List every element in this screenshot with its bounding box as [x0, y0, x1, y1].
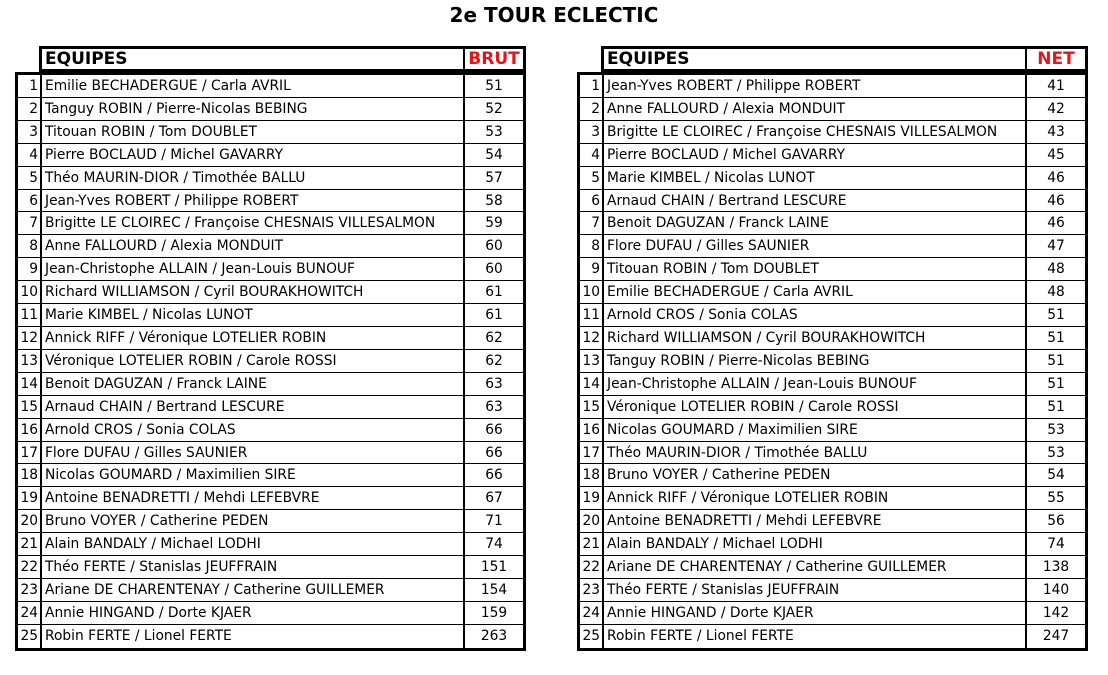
table-row — [580, 556, 1085, 579]
table-row — [18, 442, 523, 465]
team-cell: Arnaud CHAIN / Bertrand LESCURE — [604, 190, 1027, 212]
team-cell: Annick RIFF / Véronique LOTELIER ROBIN — [42, 327, 465, 349]
team-cell: Titouan ROBIN / Tom DOUBLET — [604, 258, 1027, 280]
team-cell: Tanguy ROBIN / Pierre-Nicolas BEBING — [604, 350, 1027, 372]
team-cell: Richard WILLIAMSON / Cyril BOURAKHOWITCH — [604, 327, 1027, 349]
team-cell: Benoit DAGUZAN / Franck LAINE — [604, 212, 1027, 234]
rank-cell: 23 — [580, 579, 604, 601]
table-row — [18, 350, 523, 373]
score-cell: 54 — [1047, 467, 1065, 484]
table-row — [580, 350, 1085, 373]
table-row — [580, 419, 1085, 442]
team-cell: Emilie BECHADERGUE / Carla AVRIL — [604, 281, 1027, 303]
team-cell: Jean-Yves ROBERT / Philippe ROBERT — [604, 75, 1027, 97]
table-row — [18, 533, 523, 556]
team-cell: Titouan ROBIN / Tom DOUBLET — [42, 121, 465, 143]
table-row — [18, 419, 523, 442]
rank-cell: 3 — [580, 121, 604, 143]
score-cell: 51 — [485, 78, 503, 94]
team-cell: Flore DUFAU / Gilles SAUNIER — [42, 442, 465, 464]
rank-cell: 16 — [580, 419, 604, 441]
rank-cell: 25 — [580, 625, 604, 648]
score-cell: 62 — [485, 329, 503, 346]
team-cell: Emilie BECHADERGUE / Carla AVRIL — [42, 75, 465, 97]
table-row — [580, 487, 1085, 510]
table-row — [18, 327, 523, 350]
rank-cell: 5 — [580, 167, 604, 189]
team-cell: Alain BANDALY / Michael LODHI — [42, 533, 465, 555]
team-cell: Robin FERTE / Lionel FERTE — [42, 625, 465, 648]
table-row — [580, 75, 1085, 98]
table-row — [580, 510, 1085, 533]
score-cell: 138 — [1042, 559, 1070, 576]
table-row — [580, 258, 1085, 281]
team-cell: Théo MAURIN-DIOR / Timothée BALLU — [42, 167, 465, 189]
brut-column-header: BRUT — [468, 49, 520, 69]
score-cell: 51 — [1047, 329, 1065, 346]
table-row — [580, 212, 1085, 235]
rank-cell: 11 — [18, 304, 42, 326]
rank-cell: 9 — [580, 258, 604, 280]
team-cell: Arnaud CHAIN / Bertrand LESCURE — [42, 396, 465, 418]
table-row — [18, 75, 523, 98]
score-cell: 63 — [485, 375, 503, 392]
score-cell: 159 — [480, 604, 508, 621]
rank-cell: 12 — [18, 327, 42, 349]
team-cell: Nicolas GOUMARD / Maximilien SIRE — [42, 464, 465, 486]
team-cell: Tanguy ROBIN / Pierre-Nicolas BEBING — [42, 98, 465, 120]
rank-cell: 14 — [580, 373, 604, 395]
score-cell: 67 — [485, 490, 503, 507]
table-row — [18, 190, 523, 213]
table-row — [18, 464, 523, 487]
score-cell: 74 — [1047, 536, 1065, 553]
team-cell: Véronique LOTELIER ROBIN / Carole ROSSI — [604, 396, 1027, 418]
score-cell: 71 — [485, 513, 503, 530]
team-cell: Jean-Yves ROBERT / Philippe ROBERT — [42, 190, 465, 212]
rank-cell: 3 — [18, 121, 42, 143]
team-cell: Antoine BENADRETTI / Mehdi LEFEBVRE — [604, 510, 1027, 532]
score-cell: 58 — [485, 192, 503, 209]
rank-cell: 9 — [18, 258, 42, 280]
rank-cell: 7 — [580, 212, 604, 234]
score-cell: 66 — [485, 467, 503, 484]
score-cell: 142 — [1042, 604, 1070, 621]
table-row — [18, 487, 523, 510]
score-cell: 53 — [1047, 421, 1065, 438]
table-body — [577, 72, 1088, 651]
table-row — [18, 602, 523, 625]
rank-cell: 2 — [18, 98, 42, 120]
team-cell: Alain BANDALY / Michael LODHI — [604, 533, 1027, 555]
score-cell: 51 — [1047, 352, 1065, 369]
table-row — [18, 258, 523, 281]
score-cell: 60 — [485, 261, 503, 278]
rank-cell: 10 — [18, 281, 42, 303]
score-cell: 51 — [1047, 375, 1065, 392]
team-cell: Arnold CROS / Sonia COLAS — [42, 419, 465, 441]
rank-cell: 24 — [580, 602, 604, 624]
team-cell: Annie HINGAND / Dorte KJAER — [604, 602, 1027, 624]
rank-cell: 16 — [18, 419, 42, 441]
table-row — [580, 235, 1085, 258]
score-cell: 151 — [480, 559, 508, 576]
table-row — [580, 327, 1085, 350]
table-row — [18, 579, 523, 602]
score-cell: 63 — [485, 398, 503, 415]
rank-cell: 13 — [18, 350, 42, 372]
score-cell: 59 — [485, 215, 503, 232]
score-cell: 57 — [485, 169, 503, 186]
team-cell: Anne FALLOURD / Alexia MONDUIT — [604, 98, 1027, 120]
score-cell: 62 — [485, 352, 503, 369]
rank-cell: 10 — [580, 281, 604, 303]
team-cell: Nicolas GOUMARD / Maximilien SIRE — [604, 419, 1027, 441]
table-row — [580, 442, 1085, 465]
rank-cell: 12 — [580, 327, 604, 349]
rank-cell: 21 — [580, 533, 604, 555]
table-row — [580, 579, 1085, 602]
team-cell: Véronique LOTELIER ROBIN / Carole ROSSI — [42, 350, 465, 372]
team-cell: Flore DUFAU / Gilles SAUNIER — [604, 235, 1027, 257]
rank-cell: 4 — [18, 144, 42, 166]
table-row — [18, 625, 523, 648]
score-cell: 51 — [1047, 307, 1065, 324]
teams-column-header: EQUIPES — [42, 49, 465, 69]
table-row — [580, 602, 1085, 625]
score-cell: 46 — [1047, 192, 1065, 209]
score-cell: 66 — [485, 444, 503, 461]
rank-cell: 20 — [580, 510, 604, 532]
table-row — [580, 121, 1085, 144]
score-cell: 47 — [1047, 238, 1065, 255]
table-row — [18, 235, 523, 258]
rank-cell: 6 — [580, 190, 604, 212]
team-cell: Annie HINGAND / Dorte KJAER — [42, 602, 465, 624]
score-cell: 43 — [1047, 123, 1065, 140]
score-cell: 45 — [1047, 146, 1065, 163]
table-row — [18, 510, 523, 533]
table-row — [18, 304, 523, 327]
team-cell: Brigitte LE CLOIREC / Françoise CHESNAIS VILLESALMON — [42, 212, 465, 234]
table-row — [18, 144, 523, 167]
team-cell: Marie KIMBEL / Nicolas LUNOT — [604, 167, 1027, 189]
score-cell: 54 — [485, 146, 503, 163]
team-cell: Bruno VOYER / Catherine PEDEN — [42, 510, 465, 532]
table-row — [18, 121, 523, 144]
rank-cell: 1 — [18, 75, 42, 97]
team-cell: Anne FALLOURD / Alexia MONDUIT — [42, 235, 465, 257]
team-cell: Richard WILLIAMSON / Cyril BOURAKHOWITCH — [42, 281, 465, 303]
rank-cell: 1 — [580, 75, 604, 97]
team-cell: Jean-Christophe ALLAIN / Jean-Louis BUNOUF — [42, 258, 465, 280]
score-cell: 61 — [485, 284, 503, 301]
team-cell: Théo FERTE / Stanislas JEUFFRAIN — [42, 556, 465, 578]
team-cell: Benoit DAGUZAN / Franck LAINE — [42, 373, 465, 395]
score-cell: 46 — [1047, 215, 1065, 232]
table-row — [580, 144, 1085, 167]
score-cell: 66 — [485, 421, 503, 438]
rank-cell: 7 — [18, 212, 42, 234]
rank-cell: 5 — [18, 167, 42, 189]
rank-cell: 14 — [18, 373, 42, 395]
rank-cell: 17 — [580, 442, 604, 464]
score-cell: 154 — [480, 581, 508, 598]
score-cell: 51 — [1047, 398, 1065, 415]
rank-cell: 11 — [580, 304, 604, 326]
table-row — [580, 167, 1085, 190]
rank-cell: 6 — [18, 190, 42, 212]
team-cell: Antoine BENADRETTI / Mehdi LEFEBVRE — [42, 487, 465, 509]
score-cell: 41 — [1047, 78, 1065, 94]
team-cell: Ariane DE CHARENTENAY / Catherine GUILLEMER — [42, 579, 465, 601]
score-cell: 56 — [1047, 513, 1065, 530]
team-cell: Marie KIMBEL / Nicolas LUNOT — [42, 304, 465, 326]
table-row — [18, 281, 523, 304]
table-row — [580, 304, 1085, 327]
score-cell: 53 — [1047, 444, 1065, 461]
rank-cell: 25 — [18, 625, 42, 648]
rank-cell: 18 — [18, 464, 42, 486]
team-cell: Robin FERTE / Lionel FERTE — [604, 625, 1027, 648]
rank-cell: 24 — [18, 602, 42, 624]
rank-cell: 15 — [580, 396, 604, 418]
net-column-header: NET — [1037, 49, 1075, 69]
score-cell: 48 — [1047, 261, 1065, 278]
rank-cell: 8 — [18, 235, 42, 257]
table-row — [580, 373, 1085, 396]
score-cell: 52 — [485, 100, 503, 117]
team-cell: Ariane DE CHARENTENAY / Catherine GUILLEMER — [604, 556, 1027, 578]
score-cell: 46 — [1047, 169, 1065, 186]
rank-cell: 17 — [18, 442, 42, 464]
rank-cell: 19 — [580, 487, 604, 509]
table-row — [580, 464, 1085, 487]
table-row — [18, 396, 523, 419]
rank-cell: 20 — [18, 510, 42, 532]
score-cell: 74 — [485, 536, 503, 553]
score-cell: 48 — [1047, 284, 1065, 301]
team-cell: Théo FERTE / Stanislas JEUFFRAIN — [604, 579, 1027, 601]
team-cell: Annick RIFF / Véronique LOTELIER ROBIN — [604, 487, 1027, 509]
table-header — [601, 46, 1088, 72]
score-cell: 247 — [1042, 627, 1070, 644]
team-cell: Pierre BOCLAUD / Michel GAVARRY — [42, 144, 465, 166]
rank-cell: 22 — [580, 556, 604, 578]
table-row — [18, 373, 523, 396]
table-row — [580, 625, 1085, 648]
rank-cell: 4 — [580, 144, 604, 166]
table-row — [580, 190, 1085, 213]
table-row — [18, 212, 523, 235]
rank-cell: 22 — [18, 556, 42, 578]
table-header — [39, 46, 526, 72]
score-cell: 140 — [1042, 581, 1070, 598]
rank-cell: 18 — [580, 464, 604, 486]
table-row — [580, 396, 1085, 419]
team-cell: Théo MAURIN-DIOR / Timothée BALLU — [604, 442, 1027, 464]
rank-cell: 2 — [580, 98, 604, 120]
rank-cell: 13 — [580, 350, 604, 372]
rank-cell: 15 — [18, 396, 42, 418]
rank-cell: 8 — [580, 235, 604, 257]
team-cell: Jean-Christophe ALLAIN / Jean-Louis BUNOUF — [604, 373, 1027, 395]
rank-cell: 19 — [18, 487, 42, 509]
table-row — [18, 167, 523, 190]
rank-cell: 23 — [18, 579, 42, 601]
team-cell: Pierre BOCLAUD / Michel GAVARRY — [604, 144, 1027, 166]
table-row — [580, 281, 1085, 304]
page-title: 2e TOUR ECLECTIC — [449, 3, 659, 27]
score-cell: 60 — [485, 238, 503, 255]
table-row — [18, 98, 523, 121]
score-cell: 55 — [1047, 490, 1065, 507]
table-row — [580, 533, 1085, 556]
table-body — [15, 72, 526, 651]
team-cell: Bruno VOYER / Catherine PEDEN — [604, 464, 1027, 486]
teams-column-header: EQUIPES — [604, 49, 1027, 69]
score-cell: 42 — [1047, 100, 1065, 117]
team-cell: Brigitte LE CLOIREC / Françoise CHESNAIS VILLESALMON — [604, 121, 1027, 143]
score-cell: 263 — [480, 627, 508, 644]
rank-cell: 21 — [18, 533, 42, 555]
table-row — [18, 556, 523, 579]
table-row — [580, 98, 1085, 121]
score-cell: 61 — [485, 307, 503, 324]
score-cell: 53 — [485, 123, 503, 140]
team-cell: Arnold CROS / Sonia COLAS — [604, 304, 1027, 326]
